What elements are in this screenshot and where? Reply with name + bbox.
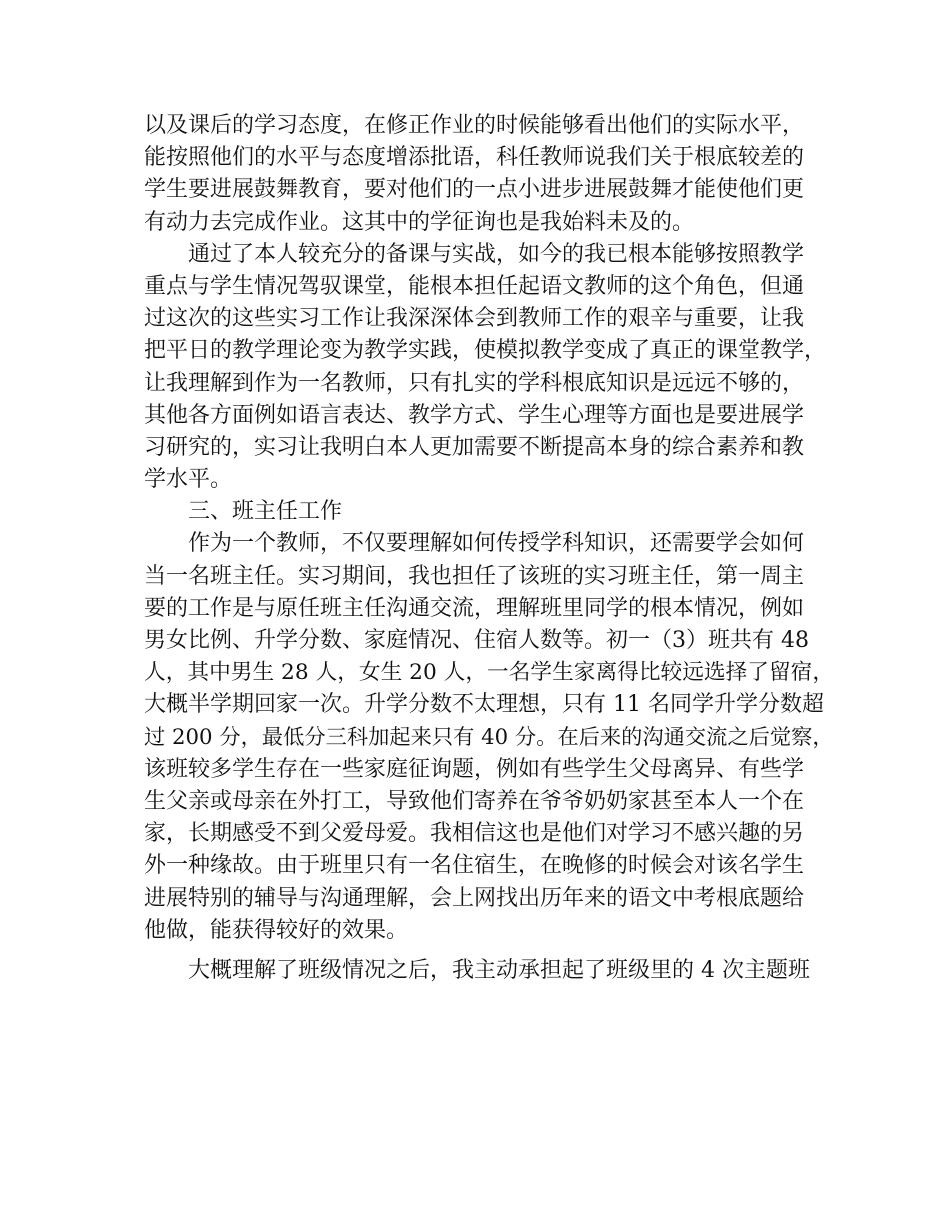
text-line: 男女比例、升学分数、家庭情况、住宿人数等。初一（3）班共有 48 [144,628,809,653]
text-line: 进展特别的辅导与沟通理解，会上网找出历年来的语文中考根底题给 [144,885,805,911]
text-line: 有动力去完成作业。这其中的学征询也是我始料未及的。 [144,209,695,235]
text-line: 要的工作是与原任班主任沟通交流，理解班里同学的根本情况，例如 [144,595,805,621]
text-line: 人，其中男生 28 人，女生 20 人，一名学生家离得比较远选择了留宿， [144,660,835,686]
text-line: 他做，能获得较好的效果。 [144,917,409,943]
text-line: 习研究的，实习让我明白本人更加需要不断提高本身的综合素养和教 [144,434,805,460]
text-line: 生父亲或母亲在外打工，导致他们寄养在爷爷奶奶家甚至本人一个在 [144,788,805,814]
text-line: 把平日的教学理论变为教学实践，使模拟教学变成了真正的课堂教学， [144,338,827,364]
text-line: 外一种缘故。由于班里只有一名住宿生，在晚修的时候会对该名学生 [144,853,805,879]
text-line: 过 200 分，最低分三科加起来只有 40 分。在后来的沟通交流之后觉察， [144,724,834,750]
text-line: 大概半学期回家一次。升学分数不太理想，只有 11 名同学升学分数超 [144,692,824,718]
text-line: 当一名班主任。实习期间，我也担任了该班的实习班主任，第一周主 [144,563,805,589]
text-line: 重点与学生情况驾驭课堂，能根本担任起语文教师的这个角色，但通 [144,273,805,299]
text-line: 能按照他们的水平与态度增添批语，科任教师说我们关于根底较差的 [144,145,805,171]
text-line: 家，长期感受不到父爱母爱。我相信这也是他们对学习不感兴趣的另 [144,821,805,847]
text-line: 其他各方面例如语言表达、教学方式、学生心理等方面也是要进展学 [144,402,805,428]
text-line: 该班较多学生存在一些家庭征询题，例如有些学生父母离异、有些学 [144,756,805,782]
document-body [144,110,834,987]
text-line: 过这次的这些实习工作让我深深体会到教师工作的艰辛与重要，让我 [144,306,805,332]
text-line: 通过了本人较充分的备课与实战，如今的我已根本能够按照教学 [188,241,805,267]
text-line: 以及课后的学习态度，在修正作业的时候能够看出他们的实际水平， [144,113,805,138]
text-line: 学生要进展鼓舞教育，要对他们的一点小进步进展鼓舞才能使他们更 [144,177,805,203]
text-line: 作为一个教师，不仅要理解如何传授学科知识，还需要学会如何 [188,531,805,557]
text-line: 让我理解到作为一名教师，只有扎实的学科根底知识是远远不够的， [144,370,805,396]
text-line: 大概理解了班级情况之后，我主动承担起了班级里的 4 次主题班 [188,957,810,983]
text-line: 三、班主任工作 [188,499,343,525]
text-line: 学水平。 [144,467,233,493]
